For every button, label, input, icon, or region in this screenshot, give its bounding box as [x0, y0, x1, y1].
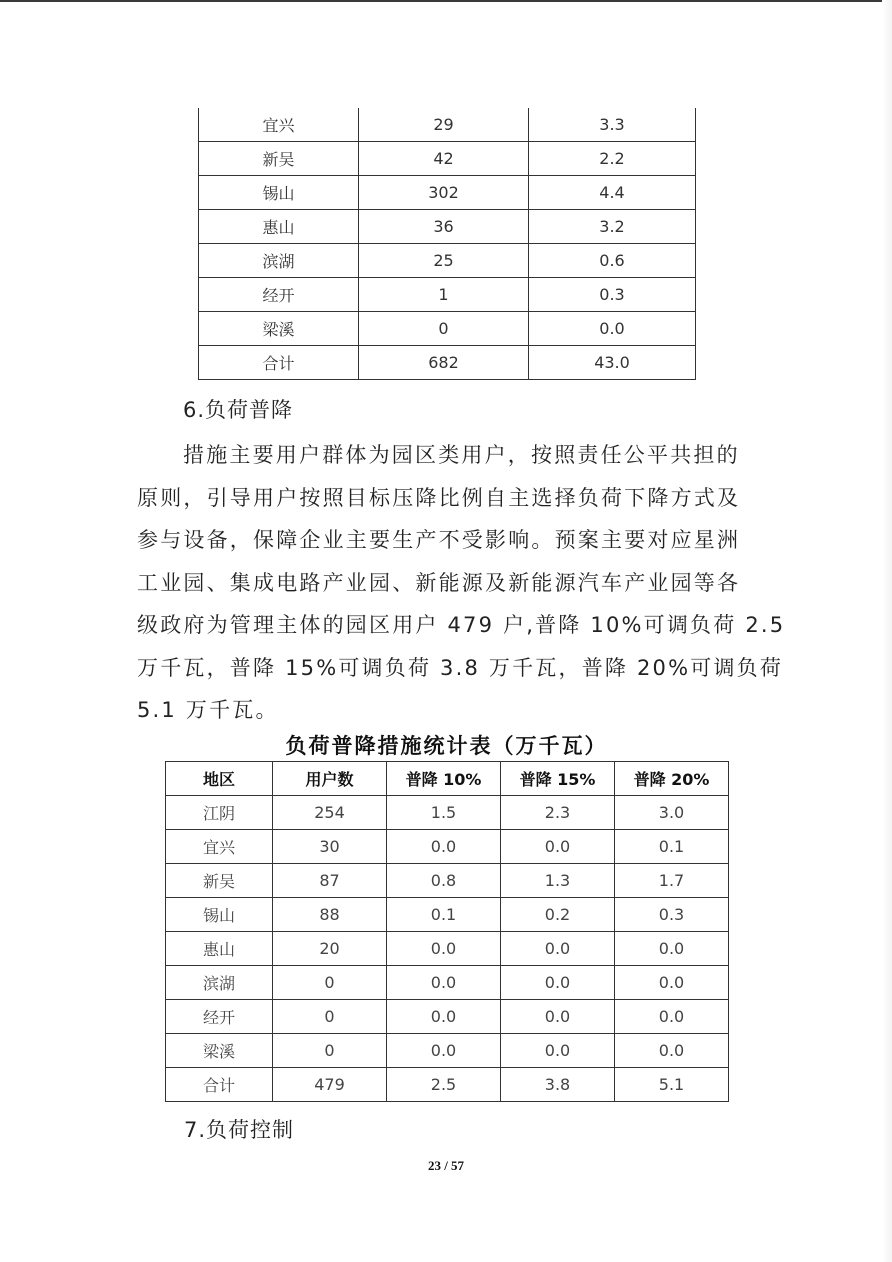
region-cell: 经开 — [166, 1000, 273, 1034]
user-count-cell: 20 — [273, 932, 387, 966]
paragraph-line: 工业园、集成电路产业园、新能源及新能源汽车产业园等各 — [137, 570, 741, 595]
reduce-15-cell: 0.0 — [501, 932, 615, 966]
reduce-10-cell: 0.1 — [387, 898, 501, 932]
user-count-cell: 88 — [273, 898, 387, 932]
reduce-15-cell: 0.0 — [501, 966, 615, 1000]
load-value-cell: 3.2 — [529, 210, 696, 244]
region-cell: 新吴 — [199, 142, 359, 176]
user-count-cell: 479 — [273, 1068, 387, 1102]
user-count-cell: 0 — [273, 966, 387, 1000]
column-header-reduce-15: 普降 15% — [501, 762, 615, 796]
reduce-15-cell: 2.3 — [501, 796, 615, 830]
paragraph-line: 万千瓦，普降 15%可调负荷 3.8 万千瓦，普降 20%可调负荷 — [137, 655, 784, 680]
load-value-cell: 0.6 — [529, 244, 696, 278]
paragraph-line: 参与设备，保障企业主要生产不受影响。预案主要对应星洲 — [137, 528, 741, 552]
reduce-20-cell: 5.1 — [615, 1068, 729, 1102]
user-count-cell: 0 — [359, 312, 529, 346]
reduce-15-cell: 3.8 — [501, 1068, 615, 1102]
reduce-10-cell: 0.0 — [387, 1034, 501, 1068]
paragraph-line: 级政府为管理主体的园区用户 479 户,普降 10%可调负荷 2.5 — [137, 613, 786, 637]
user-count-cell: 30 — [273, 830, 387, 864]
section-heading-6: 6.负荷普降 — [183, 398, 294, 422]
load-value-cell: 0.3 — [529, 278, 696, 312]
table-row — [199, 176, 696, 210]
table-total-row — [199, 346, 696, 380]
table-row — [199, 210, 696, 244]
user-count-cell: 36 — [359, 210, 529, 244]
column-header-reduce-20: 普降 20% — [615, 762, 729, 796]
section-6-paragraph — [137, 434, 786, 732]
reduce-15-cell: 0.0 — [501, 830, 615, 864]
user-count-cell: 682 — [359, 346, 529, 380]
table-row — [166, 1000, 729, 1034]
column-header-region: 地区 — [166, 762, 273, 796]
reduce-20-cell: 0.0 — [615, 1034, 729, 1068]
reduce-20-cell: 3.0 — [615, 796, 729, 830]
user-count-cell: 87 — [273, 864, 387, 898]
page-right-edge — [882, 0, 892, 1262]
reduce-20-cell: 0.1 — [615, 830, 729, 864]
load-table-continuation — [198, 108, 696, 380]
region-cell: 锡山 — [166, 898, 273, 932]
table-row — [199, 278, 696, 312]
region-cell: 新吴 — [166, 864, 273, 898]
paragraph-line: 原则，引导用户按照目标压降比例自主选择负荷下降方式及 — [137, 485, 741, 510]
table-caption: 负荷普降措施统计表（万千瓦） — [285, 734, 608, 758]
region-cell: 滨湖 — [166, 966, 273, 1000]
region-cell: 合计 — [199, 346, 359, 380]
table-row — [199, 142, 696, 176]
reduce-10-cell: 0.0 — [387, 830, 501, 864]
reduce-15-cell: 0.0 — [501, 1034, 615, 1068]
table-total-row — [166, 1068, 729, 1102]
load-value-cell: 2.2 — [529, 142, 696, 176]
reduce-10-cell: 1.5 — [387, 796, 501, 830]
reduce-10-cell: 0.0 — [387, 932, 501, 966]
region-cell: 惠山 — [199, 210, 359, 244]
table-row — [199, 108, 696, 142]
reduce-20-cell: 1.7 — [615, 864, 729, 898]
reduce-20-cell: 0.3 — [615, 898, 729, 932]
page-number: 23 / 57 — [427, 1158, 465, 1173]
region-cell: 经开 — [199, 278, 359, 312]
section-heading-7: 7.负荷控制 — [184, 1118, 295, 1142]
table-row — [166, 1034, 729, 1068]
reduce-10-cell: 2.5 — [387, 1068, 501, 1102]
table-row — [166, 864, 729, 898]
user-count-cell: 1 — [359, 278, 529, 312]
user-count-cell: 0 — [273, 1000, 387, 1034]
region-cell: 滨湖 — [199, 244, 359, 278]
region-cell: 锡山 — [199, 176, 359, 210]
reduce-10-cell: 0.8 — [387, 864, 501, 898]
reduce-20-cell: 0.0 — [615, 932, 729, 966]
reduce-15-cell: 0.2 — [501, 898, 615, 932]
region-cell: 宜兴 — [166, 830, 273, 864]
load-value-cell: 0.0 — [529, 312, 696, 346]
reduce-20-cell: 0.0 — [615, 966, 729, 1000]
column-header-reduce-10: 普降 10% — [387, 762, 501, 796]
region-cell: 梁溪 — [166, 1034, 273, 1068]
load-value-cell: 4.4 — [529, 176, 696, 210]
region-cell: 惠山 — [166, 932, 273, 966]
region-cell: 梁溪 — [199, 312, 359, 346]
table-row — [199, 312, 696, 346]
reduce-15-cell: 1.3 — [501, 864, 615, 898]
table-row — [199, 244, 696, 278]
page-top-border — [0, 0, 892, 2]
reduce-10-cell: 0.0 — [387, 966, 501, 1000]
reduce-15-cell: 0.0 — [501, 1000, 615, 1034]
load-reduction-table — [165, 761, 729, 1102]
load-value-cell: 43.0 — [529, 346, 696, 380]
user-count-cell: 302 — [359, 176, 529, 210]
load-value-cell: 3.3 — [529, 108, 696, 142]
paragraph-line: 措施主要用户群体为园区类用户，按照责任公平共担的 — [183, 443, 740, 467]
reduce-20-cell: 0.0 — [615, 1000, 729, 1034]
column-header-user-count: 用户数 — [273, 762, 387, 796]
region-cell: 宜兴 — [199, 108, 359, 142]
paragraph-line: 5.1 万千瓦。 — [137, 698, 279, 722]
user-count-cell: 42 — [359, 142, 529, 176]
user-count-cell: 29 — [359, 108, 529, 142]
user-count-cell: 0 — [273, 1034, 387, 1068]
table-row — [166, 796, 729, 830]
table-row — [166, 898, 729, 932]
table-row — [166, 830, 729, 864]
table-row — [166, 966, 729, 1000]
table-row — [166, 932, 729, 966]
region-cell: 合计 — [166, 1068, 273, 1102]
region-cell: 江阴 — [166, 796, 273, 830]
table-header-row — [166, 762, 729, 796]
user-count-cell: 254 — [273, 796, 387, 830]
user-count-cell: 25 — [359, 244, 529, 278]
reduce-10-cell: 0.0 — [387, 1000, 501, 1034]
